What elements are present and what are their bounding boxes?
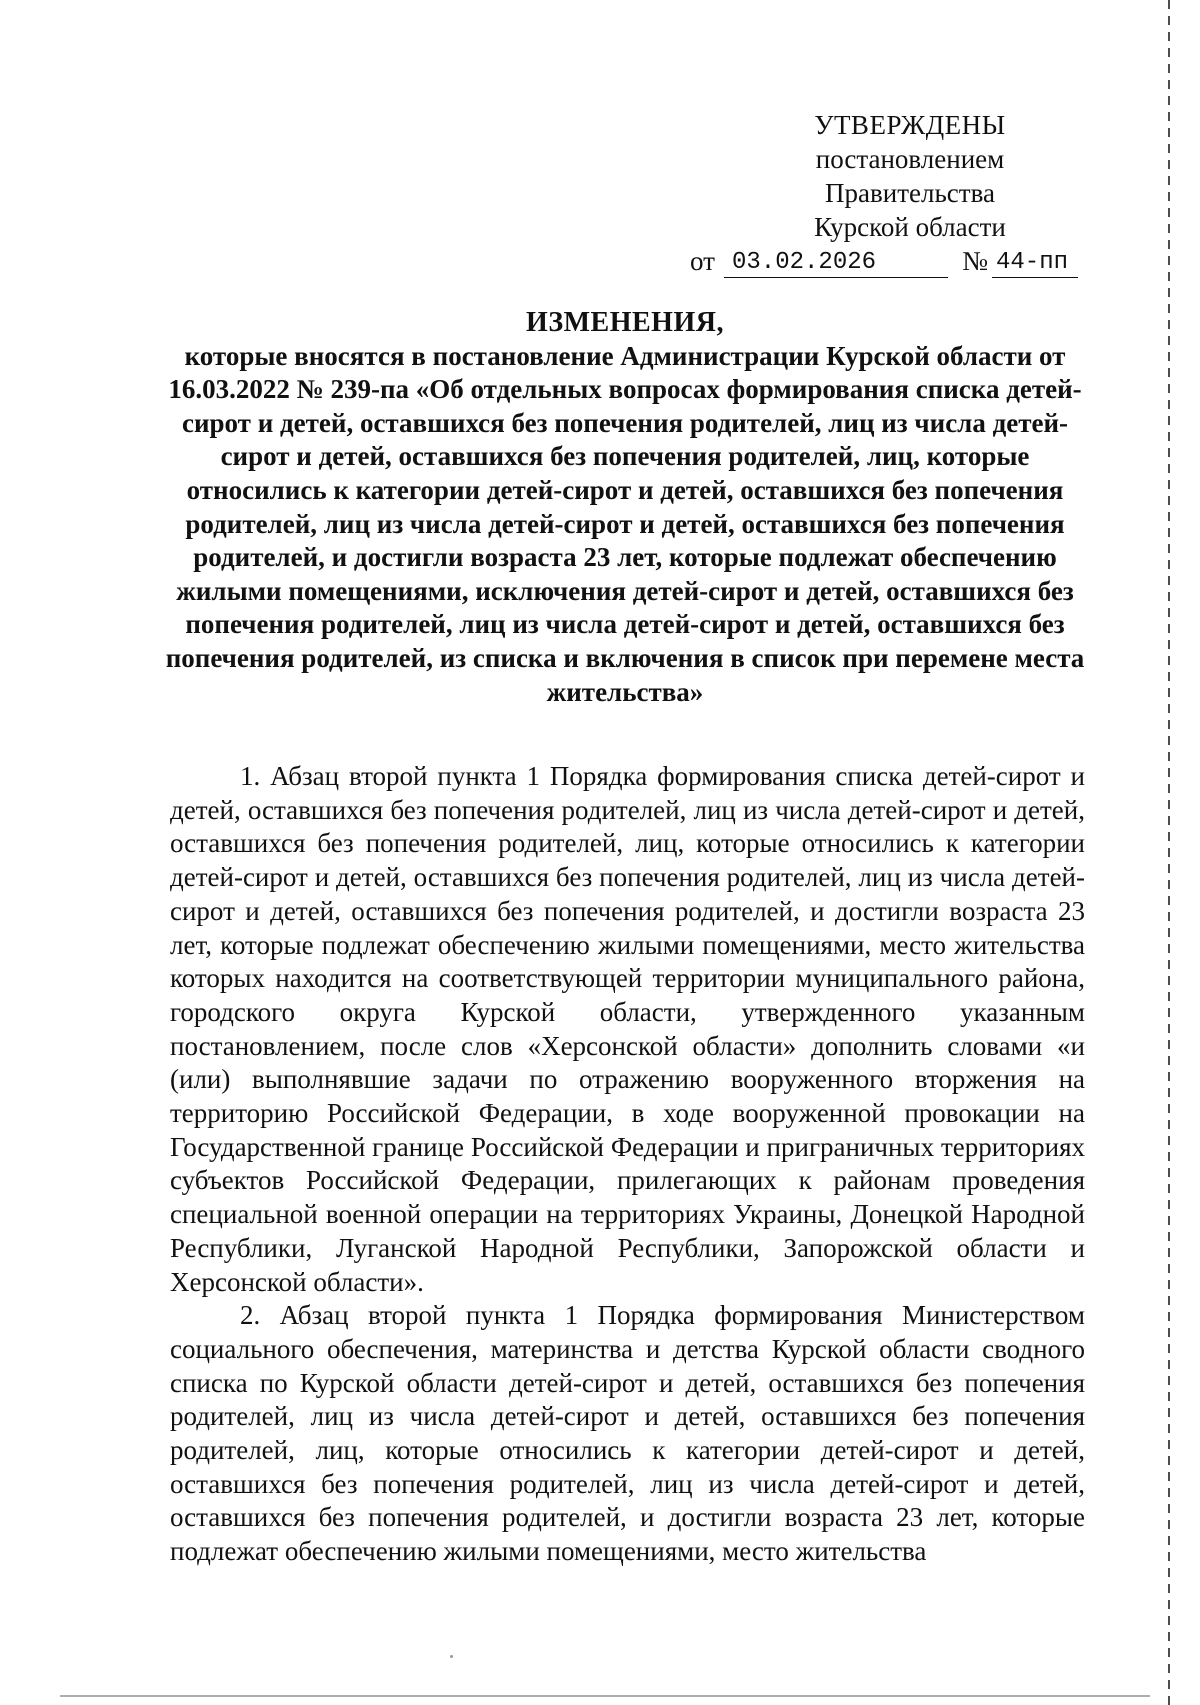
approval-line-2: Курской области [814, 212, 1006, 242]
paragraph-2: 2. Абзац второй пункта 1 Порядка формирования Министерством социального обеспечения, материнства и детства Курской области сводного списка по Курской области детей-сирот и детей, оставшихся без попечения родителей, лиц из числа детей-сирот и детей, оставшихся без попечения родителей, лиц, которые относились к категории детей-сирот и детей, оставшихся без попечения родителей, лиц из числа детей-сирот и детей, оставшихся без попечения родителей, и достигли возраста 23 лет, которые подлежат обеспечению жилыми помещениями, место жительства [170, 1300, 1085, 1567]
decree-date: 03.02.2026 [724, 249, 948, 278]
scan-right-border [1168, 0, 1170, 1705]
approval-block [690, 108, 1090, 278]
paragraph-1: 1. Абзац второй пункта 1 Порядка формирования списка детей-сирот и детей, оставшихся без попечения родителей, лиц из числа детей-сирот и детей, оставшихся без попечения родителей, лиц, которые относились к категории детей-сирот и детей, оставшихся без попечения родителей, лиц из числа детей-сирот и детей, оставшихся без попечения родителей, и достигли возраста 23 лет, которые подлежат обеспечению жилыми помещениями, место жительства которых находится на соответствующей территории муниципального района, городского округа Курской области, утвержденного указанным постановлением, после слов «Херсонской области» дополнить словами «и (или) выполнявшие задачи по отражению вооруженного вторжения на территорию Российской Федерации, в ходе вооруженной провокации на Государственной границе Российской Федерации и приграничных территориях субъектов Российской Федерации, прилегающих к районам проведения специальной военной операции на территориях Украины, Донецкой Народной Республики, Луганской Народной Республики, Запорожской области и Херсонской области». [170, 761, 1085, 1297]
heading-title: ИЗМЕНЕНИЯ, [526, 307, 724, 338]
document-body [170, 760, 1085, 1569]
approval-title: УТВЕРЖДЕНЫ [814, 110, 1006, 140]
decree-date-number [690, 244, 1090, 278]
document-heading [150, 306, 1100, 709]
scan-bottom-border [60, 1695, 1150, 1697]
scan-speck [450, 1655, 453, 1658]
number-label: № [962, 246, 988, 276]
date-label: от [690, 246, 715, 276]
decree-number: 44-пп [992, 249, 1078, 278]
approval-line-1: постановлением Правительства [815, 144, 1005, 208]
heading-text: которые вносятся в постановление Администрации Курской области от 16.03.2022 № 239-па «Об отдельных вопросах формирования списка детей-сирот и детей, оставшихся без попечения родителей, лиц из числа детей-сирот и детей, оставшихся без попечения родителей, лиц, которые относились к категории детей-сирот и детей, оставшихся без попечения родителей, лиц из числа детей-сирот и детей, оставшихся без попечения родителей, и достигли возраста 23 лет, которые подлежат обеспечению жилыми помещениями, исключения детей-сирот и детей, оставшихся без попечения родителей, лиц из числа детей-сирот и детей, оставшихся без попечения родителей, из списка и включения в список при перемене места жительства» [165, 340, 1085, 707]
